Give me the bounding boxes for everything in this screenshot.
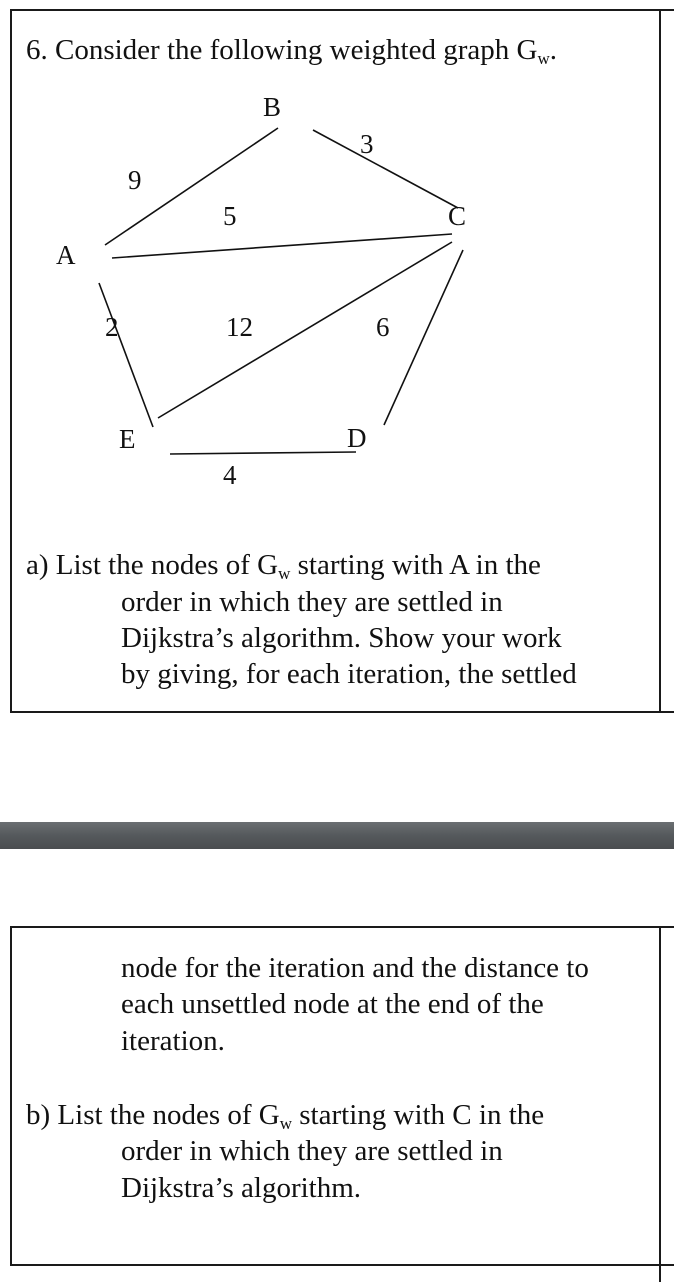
weight-b-c: 3 <box>360 129 374 159</box>
table2-top-border <box>10 926 674 928</box>
part-a-line-1-post: starting with A in the <box>290 549 541 581</box>
table-bottom-border <box>10 711 674 713</box>
weight-e-d: 4 <box>223 460 237 490</box>
page-break-bar <box>0 822 674 849</box>
edge-e-d <box>170 452 356 454</box>
part-a-line-2: order in which they are settled in <box>121 586 503 618</box>
weight-a-c: 5 <box>223 201 237 231</box>
part-a-cont-line-3: iteration. <box>121 1025 225 1057</box>
edge-a-e <box>99 283 153 427</box>
question-number: 6. <box>26 34 48 66</box>
graph-edges <box>0 0 674 520</box>
part-a-cont-line-1: node for the iteration and the distance to <box>121 952 589 984</box>
part-a-line-1-pre: List the nodes of G <box>55 549 279 581</box>
part-b-line-3: Dijkstra’s algorithm. <box>121 1172 362 1204</box>
edge-a-c <box>112 234 452 258</box>
part-a-line-1 <box>26 547 541 583</box>
part-b-line-1-post: starting with C in the <box>292 1099 545 1131</box>
part-a-label: a) <box>26 549 49 581</box>
part-a-cont-line-2: each unsettled node at the end of the <box>121 988 544 1020</box>
node-c: C <box>448 201 467 231</box>
weight-a-e: 2 <box>105 312 119 342</box>
part-b-subscript: w <box>279 1114 293 1133</box>
part-a-line-3: Dijkstra’s algorithm. Show your work <box>121 622 562 654</box>
node-b: B <box>263 92 282 122</box>
table2-bottom-border <box>10 1264 674 1266</box>
edge-b-c <box>313 130 458 208</box>
edge-e-c <box>158 242 452 418</box>
weight-e-c: 12 <box>226 312 253 342</box>
table2-left-border <box>10 926 12 1266</box>
part-b-label: b) <box>26 1099 51 1131</box>
weight-a-b: 9 <box>128 165 142 195</box>
node-e: E <box>119 424 136 454</box>
question-intro: Consider the following weighted graph G <box>55 34 538 66</box>
weight-c-d: 6 <box>376 312 390 342</box>
graph-subscript: w <box>537 49 550 68</box>
node-d: D <box>347 423 367 453</box>
part-b-line-1-pre: List the nodes of G <box>57 1099 280 1131</box>
part-b-line-2: order in which they are settled in <box>121 1135 503 1167</box>
table2-right-border <box>659 926 661 1282</box>
question-intro-end: . <box>549 34 557 66</box>
part-a-line-4: by giving, for each iteration, the settled <box>121 658 577 690</box>
part-a-subscript: w <box>278 564 291 583</box>
part-b-line-1 <box>26 1097 544 1133</box>
node-a: A <box>56 240 76 270</box>
